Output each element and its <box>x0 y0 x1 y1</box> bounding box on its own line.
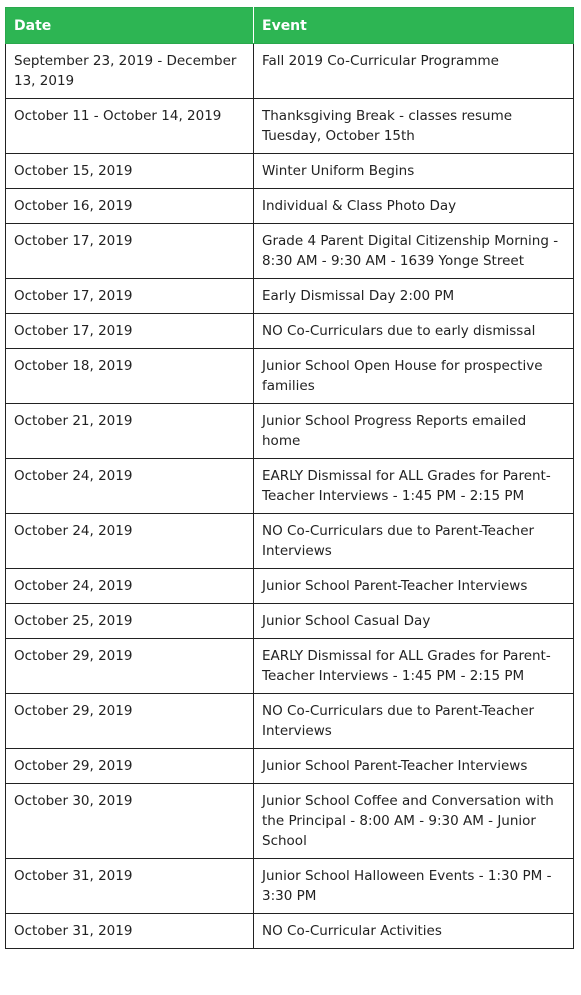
table-row <box>6 569 574 604</box>
table-body <box>6 44 574 949</box>
table-row <box>6 314 574 349</box>
event-column-header: Event <box>254 8 574 44</box>
event-cell: Early Dismissal Day 2:00 PM <box>254 279 574 314</box>
date-column-header: Date <box>6 8 254 44</box>
table-row <box>6 514 574 569</box>
date-cell: October 11 - October 14, 2019 <box>6 99 254 154</box>
date-cell: October 21, 2019 <box>6 404 254 459</box>
date-cell: October 24, 2019 <box>6 514 254 569</box>
table-row <box>6 694 574 749</box>
date-cell: October 30, 2019 <box>6 784 254 859</box>
event-cell: EARLY Dismissal for ALL Grades for Parent-Teacher Interviews - 1:45 PM - 2:15 PM <box>254 459 574 514</box>
table-row <box>6 404 574 459</box>
date-cell: October 25, 2019 <box>6 604 254 639</box>
table-row <box>6 279 574 314</box>
table-row <box>6 639 574 694</box>
date-cell: October 29, 2019 <box>6 639 254 694</box>
date-cell: October 17, 2019 <box>6 314 254 349</box>
event-cell: Junior School Halloween Events - 1:30 PM - 3:30 PM <box>254 859 574 914</box>
date-cell: October 24, 2019 <box>6 459 254 514</box>
event-cell: Junior School Coffee and Conversation with the Principal - 8:00 AM - 9:30 AM - Junior School <box>254 784 574 859</box>
event-cell: Individual & Class Photo Day <box>254 189 574 224</box>
event-cell: Winter Uniform Begins <box>254 154 574 189</box>
event-cell: Junior School Progress Reports emailed home <box>254 404 574 459</box>
date-cell: October 17, 2019 <box>6 224 254 279</box>
table-row <box>6 784 574 859</box>
date-cell: October 29, 2019 <box>6 749 254 784</box>
table-row <box>6 859 574 914</box>
table-row <box>6 604 574 639</box>
event-cell: NO Co-Curriculars due to Parent-Teacher Interviews <box>254 694 574 749</box>
table-row <box>6 44 574 99</box>
date-cell: October 18, 2019 <box>6 349 254 404</box>
event-cell: NO Co-Curriculars due to early dismissal <box>254 314 574 349</box>
table-row <box>6 224 574 279</box>
event-cell: NO Co-Curriculars due to Parent-Teacher Interviews <box>254 514 574 569</box>
event-cell: Junior School Parent-Teacher Interviews <box>254 569 574 604</box>
date-cell: October 24, 2019 <box>6 569 254 604</box>
date-cell: October 29, 2019 <box>6 694 254 749</box>
table-row <box>6 459 574 514</box>
date-cell: October 16, 2019 <box>6 189 254 224</box>
table-row <box>6 154 574 189</box>
date-cell: October 31, 2019 <box>6 914 254 949</box>
table-row <box>6 749 574 784</box>
event-cell: NO Co-Curricular Activities <box>254 914 574 949</box>
date-cell: October 15, 2019 <box>6 154 254 189</box>
event-cell: EARLY Dismissal for ALL Grades for Parent-Teacher Interviews - 1:45 PM - 2:15 PM <box>254 639 574 694</box>
date-cell: October 17, 2019 <box>6 279 254 314</box>
table-header <box>6 8 574 44</box>
event-cell: Thanksgiving Break - classes resume Tuesday, October 15th <box>254 99 574 154</box>
event-cell: Junior School Parent-Teacher Interviews <box>254 749 574 784</box>
date-cell: September 23, 2019 - December 13, 2019 <box>6 44 254 99</box>
table-row <box>6 99 574 154</box>
event-cell: Fall 2019 Co-Curricular Programme <box>254 44 574 99</box>
events-table-container <box>5 7 573 949</box>
header-row <box>6 8 574 44</box>
event-cell: Grade 4 Parent Digital Citizenship Morning - 8:30 AM - 9:30 AM - 1639 Yonge Street <box>254 224 574 279</box>
table-row <box>6 349 574 404</box>
events-table <box>5 7 574 949</box>
date-cell: October 31, 2019 <box>6 859 254 914</box>
event-cell: Junior School Casual Day <box>254 604 574 639</box>
table-row <box>6 189 574 224</box>
table-row <box>6 914 574 949</box>
event-cell: Junior School Open House for prospective families <box>254 349 574 404</box>
